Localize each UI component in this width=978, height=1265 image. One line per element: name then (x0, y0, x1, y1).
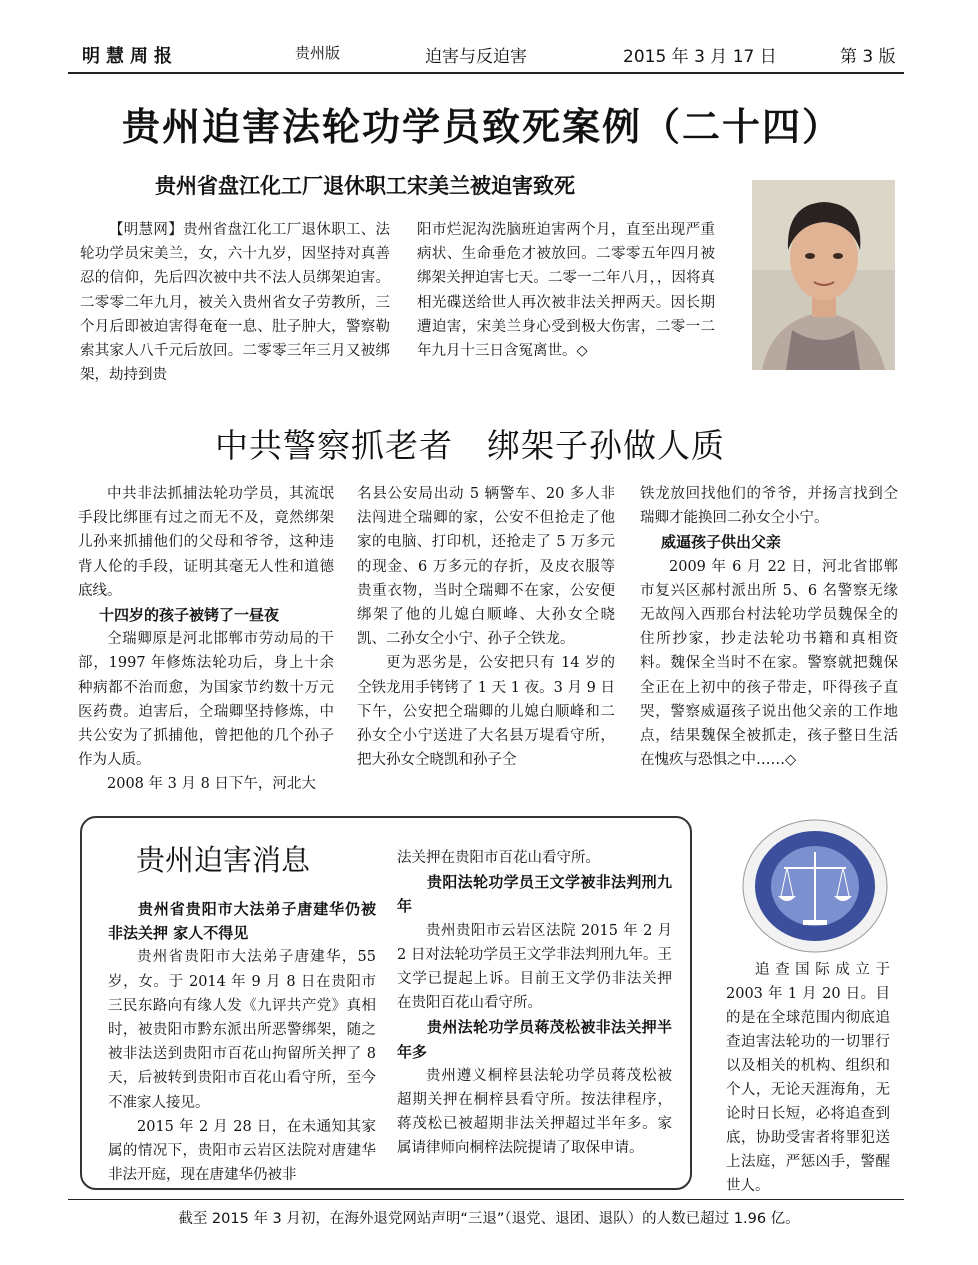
header-rule (68, 72, 904, 74)
article2-column-3 (640, 482, 898, 772)
article2-paragraph-cont: 铁龙放回找他们的爷爷，并扬言找到仝瑞卿才能换回二孙女仝小宁。 (640, 486, 898, 527)
article2-paragraph: 2008 年 3 月 8 日下午，河北大 (107, 776, 316, 793)
edition-label: 贵州版 (295, 44, 341, 62)
article2-paragraph: 2009 年 6 月 22 日，河北省邯郸市复兴区郝村派出所 5、6 名警察无缘无故闯入西那台村法轮功学员魏保全的住所抄家，抄走法轮功书籍和真相资料。魏保全当时不在家。警察就把魏保全正在上初中的孩子带走，吓得孩子直哭，警察威逼孩子说出他父亲的工作地点，结果魏保全被抓走，孩子整日生活在愧疚与恐惧之中……◇ (640, 558, 898, 769)
article1-column-2 (417, 218, 715, 363)
article2-subheading: 十四岁的孩子被铐了一昼夜 (99, 606, 280, 625)
footer-text: 截至 2015 年 3 月初，在海外退党网站声明“三退”（退党、退团、退队）的人数已超过 1.96 亿。 (178, 1211, 800, 1227)
news-item-paragraph-cont: 法关押在贵阳市百花山看守所。 (397, 850, 600, 866)
news-box-title: 贵州迫害消息 (136, 843, 311, 877)
article1-paragraph-cont: 阳市烂泥沟洗脑班迫害两个月，直至出现严重病状、生命垂危才被放回。二零零五年四月被绑架关押迫害七天。二零一二年八月，，因将真相光碟送给世人再次被非法关押两天。因长期遭迫害，宋美兰身心受到极大伤害，二零一二年九月十三日含冤离世。◇ (417, 222, 715, 360)
article1-title: 贵州迫害法轮功学员致死案例（二十四） (122, 104, 843, 149)
masthead: 明慧周报 (82, 46, 178, 67)
news-item-title: 贵州法轮功学员蒋茂松被非法关押半年多 (397, 1018, 672, 1061)
sidebar-text (726, 958, 890, 1198)
news-item-title: 贵阳法轮功学员王文学被非法判刑九年 (397, 873, 672, 916)
article2-column-1 (78, 482, 334, 797)
news-item-paragraph: 2015 年 2 月 28 日，在未通知其家属的情况下，贵阳市云岩区法院对唐建华非法开庭，现在唐建华仍被非 (108, 1118, 376, 1184)
page-number: 第 3 版 (840, 47, 896, 67)
news-item-title: 贵州省贵阳市大法弟子唐建华仍被非法关押 家人不得见 (108, 900, 376, 943)
news-box-column-2 (397, 846, 672, 1161)
portrait-photo (752, 180, 895, 370)
news-item-paragraph: 贵州贵阳市云岩区法院 2015 年 2 月 2 日对法轮功学员王文学非法判刑九年。王文学已提起上诉。目前王文学仍非法关押在贵阳百花山看守所。 (397, 922, 672, 1012)
news-item-paragraph: 贵州遵义桐梓县法轮功学员蒋茂松被超期关押在桐梓县看守所。按法律程序，蒋茂松已被超期非法关押超过半年多。家属请律师向桐梓法院提请了取保申请。 (397, 1067, 672, 1157)
issue-date: 2015 年 3 月 17 日 (623, 47, 777, 67)
footer-rule (68, 1199, 904, 1200)
news-item-paragraph: 贵州省贵阳市大法弟子唐建华，55 岁，女。于 2014 年 9 月 8 日在贵阳市三民东路向有缘人发《九评共产党》真相时，被贵阳市黔东派出所恶警绑架，随之被非法送到贵阳市百花山拘留所关押了 8 天，后被转到贵阳市百花山看守所，至今不准家人接见。 (108, 949, 376, 1111)
sidebar-paragraph: 追查国际成立于 2003 年 1 月 20 日。目的是在全球范围内彻底追查迫害法轮功的一切罪行以及相关的机构、组织和个人，无论天涯海角，无论时日长短，必将追查到底，协助受害者将罪犯送上法庭，严惩凶手，警醒世人。 (726, 962, 890, 1194)
article1-column-1 (80, 218, 390, 387)
justice-seal-logo (740, 818, 890, 954)
article1-subtitle: 贵州省盘江化工厂退休职工宋美兰被迫害致死 (155, 174, 575, 198)
article2-paragraph: 中共非法抓捕法轮功学员，其流氓手段比绑匪有过之而无不及，竟然绑架儿孙来抓捕他们的父母和爷爷，这种违背人伦的手段，证明其毫无人性和道德底线。 (78, 486, 334, 599)
news-box-column-1 (108, 897, 376, 1187)
article2-paragraph-cont: 名县公安局出动 5 辆警车、20 多人非法闯进仝瑞卿的家，公安不但抢走了他家的电脑、打印机，还抢走了 5 万多元的现金、6 万多元的存折，及皮衣服等贵重衣物，当时仝瑞卿不在家，公安便绑架了他的儿媳白顺峰、大孙女仝晓凯、二孙女仝小宁、孙子仝铁龙。 (357, 486, 615, 648)
article2-title: 中共警察抓老者 绑架子孙做人质 (215, 426, 725, 465)
article2-subheading: 威逼孩子供出父亲 (661, 533, 782, 552)
article2-paragraph: 仝瑞卿原是河北邯郸市劳动局的干部，1997 年修炼法轮功后，身上十余种病都不治而愈，为国家节约数十万元医药费。迫害后，仝瑞卿坚持修炼，中共公安为了抓捕他，曾把他的几个孙子作为人质。 (78, 631, 334, 769)
article1-paragraph: 【明慧网】贵州省盘江化工厂退休职工、法轮功学员宋美兰，女，六十九岁，因坚持对真善忍的信仰，先后四次被中共不法人员绑架迫害。二零零二年九月，被关入贵州省女子劳教所，三个月后即被迫害得奄奄一息、肚子肿大，警察勒索其家人八千元后放回。二零零三年三月又被绑架，劫持到贵 (80, 222, 390, 384)
article2-paragraph: 更为恶劣是，公安把只有 14 岁的仝铁龙用手铐铐了 1 天 1 夜。3 月 9 日下午，公安把仝瑞卿的儿媳白顺峰和二孙女仝小宁送进了大名县万堤看守所，把大孙女仝晓凯和孙子仝 (357, 655, 615, 769)
section-label: 迫害与反迫害 (425, 47, 527, 67)
article2-column-2 (357, 482, 615, 772)
